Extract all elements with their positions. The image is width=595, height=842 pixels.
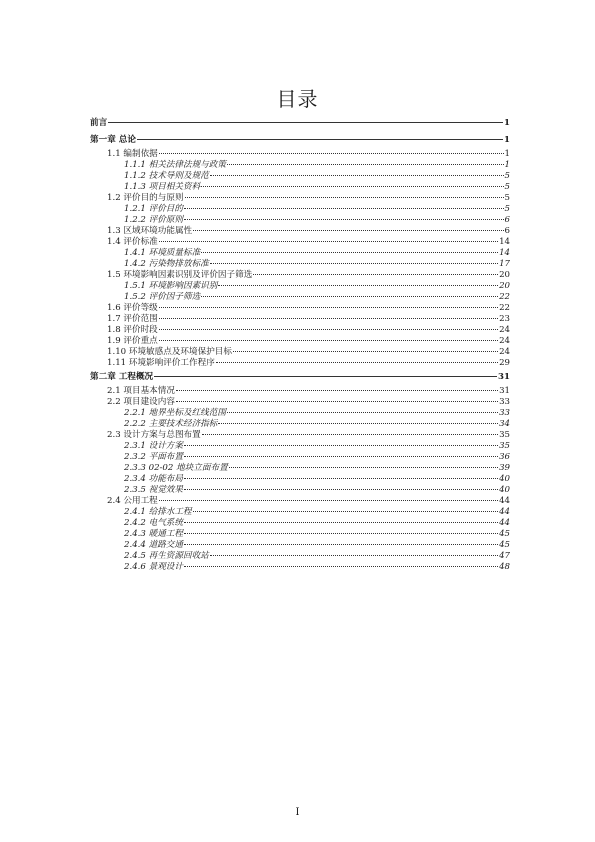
toc-entry[interactable] xyxy=(90,248,510,259)
toc-leader-dots xyxy=(159,340,498,341)
toc-entry[interactable] xyxy=(90,372,510,383)
toc-entry-label: 1.9 评价重点 xyxy=(107,336,158,346)
toc-leader-dots xyxy=(184,219,504,220)
toc-entry-label: 1.2.1 评价目的 xyxy=(124,204,183,214)
toc-leader-dots xyxy=(202,434,498,435)
toc-entry[interactable] xyxy=(90,204,510,215)
toc-entry[interactable] xyxy=(90,452,510,463)
toc-leader-dots xyxy=(137,139,503,140)
toc-leader-dots xyxy=(184,456,498,457)
toc-entry-label: 2.3.1 设计方案 xyxy=(124,441,183,451)
toc-entry-label: 1.5.2 评价因子筛选 xyxy=(124,292,201,302)
toc-entry-label: 1.3 区域环境功能属性 xyxy=(107,226,193,236)
toc-leader-dots xyxy=(227,412,498,413)
toc-entry-label: 2.4.5 再生资源回收站 xyxy=(124,551,209,561)
toc-entry-page: 29 xyxy=(499,358,510,368)
toc-entry-label: 2.4.1 给排水工程 xyxy=(124,507,192,517)
toc-leader-dots xyxy=(184,208,504,209)
toc-entry-page: 33 xyxy=(499,397,510,407)
toc-entry-page: 6 xyxy=(504,226,510,236)
toc-leader-dots xyxy=(184,478,498,479)
toc-entry-label: 2.1 项目基本情况 xyxy=(107,386,175,396)
toc-entry-page: 6 xyxy=(504,215,510,225)
toc-entry-page: 1 xyxy=(504,160,510,170)
toc-leader-dots xyxy=(184,533,498,534)
toc-entry-page: 1 xyxy=(504,135,510,145)
toc-entry-page: 31 xyxy=(499,386,510,396)
toc-entry-label: 1.2.2 评价原则 xyxy=(124,215,183,225)
toc-entry-label: 1.7 评价范围 xyxy=(107,314,158,324)
toc-entry-label: 2.4.2 电气系统 xyxy=(124,518,183,528)
toc-entry-page: 44 xyxy=(499,518,510,528)
toc-entry-label: 第二章 工程概况 xyxy=(90,372,154,382)
toc-entry-label: 2.2.1 地界坐标及红线范围 xyxy=(124,408,226,418)
toc-entry-page: 24 xyxy=(499,347,510,357)
toc-leader-dots xyxy=(218,285,498,286)
toc-entry-label: 2.4.4 道路交通 xyxy=(124,540,183,550)
toc-entry[interactable] xyxy=(90,135,510,146)
toc-entry-label: 1.4.2 污染物排放标准 xyxy=(124,259,209,269)
toc-entry[interactable] xyxy=(90,474,510,485)
toc-leader-dots xyxy=(233,351,498,352)
toc-entry[interactable] xyxy=(90,551,510,562)
toc-entry-page: 34 xyxy=(499,419,510,429)
toc-entry-page: 1 xyxy=(504,149,510,159)
toc-entry[interactable] xyxy=(90,226,510,237)
toc-entry-label: 1.5.1 环境影响因素识别 xyxy=(124,281,218,291)
toc-entry[interactable] xyxy=(90,540,510,551)
toc-entry-label: 1.8 评价时段 xyxy=(107,325,158,335)
toc-entry[interactable] xyxy=(90,358,510,369)
toc-entry[interactable] xyxy=(90,386,510,397)
toc-leader-dots xyxy=(201,296,498,297)
toc-entry-page: 20 xyxy=(499,281,510,291)
toc-entry-label: 2.3.5 视觉效果 xyxy=(124,485,183,495)
toc-entry-page: 5 xyxy=(504,182,510,192)
toc-entry-page: 33 xyxy=(499,408,510,418)
toc-entry-page: 1 xyxy=(504,118,510,128)
toc-leader-dots xyxy=(184,489,498,490)
toc-entry-label: 1.5 环境影响因素识别及评价因子筛选 xyxy=(107,270,253,280)
page-number: I xyxy=(295,807,300,818)
toc-entry-label: 1.2 评价目的与原则 xyxy=(107,193,184,203)
toc-leader-dots xyxy=(159,153,504,154)
toc-leader-dots xyxy=(184,522,498,523)
toc-entry-label: 2.4.3 暖通工程 xyxy=(124,529,183,539)
toc-leader-dots xyxy=(185,197,504,198)
toc-entry-page: 40 xyxy=(499,474,510,484)
toc-entry[interactable] xyxy=(90,562,510,573)
toc-entry[interactable] xyxy=(90,118,510,129)
toc-entry-label: 1.1.3 项目相关资料 xyxy=(124,182,201,192)
toc-entry[interactable] xyxy=(90,419,510,430)
toc-entry[interactable] xyxy=(90,160,510,171)
toc-entry[interactable] xyxy=(90,215,510,226)
toc-entry-page: 5 xyxy=(504,171,510,181)
toc-entry-label: 1.4.1 环境质量标准 xyxy=(124,248,201,258)
toc-entry-label: 第一章 总论 xyxy=(90,135,136,145)
toc-entry-page: 20 xyxy=(499,270,510,280)
toc-entry-label: 1.10 环境敏感点及环境保护目标 xyxy=(107,347,232,357)
toc-leader-dots xyxy=(216,362,498,363)
toc-entry-page: 35 xyxy=(499,441,510,451)
toc-entry-page: 5 xyxy=(504,204,510,214)
toc-leader-dots xyxy=(154,376,497,377)
toc-leader-dots xyxy=(159,329,498,330)
toc-entry-label: 1.11 环境影响评价工作程序 xyxy=(107,358,215,368)
toc-entry-page: 24 xyxy=(499,325,510,335)
toc-leader-dots xyxy=(193,230,503,231)
toc-leader-dots xyxy=(184,445,498,446)
toc-leader-dots xyxy=(159,500,498,501)
toc-leader-dots xyxy=(176,390,498,391)
toc-entry-label: 1.1.2 技术导则及规范 xyxy=(124,171,209,181)
toc-entry-label: 2.3.3 02-02 地块立面布置 xyxy=(124,463,228,473)
toc-entry[interactable] xyxy=(90,303,510,314)
toc-entry[interactable] xyxy=(90,281,510,292)
table-of-contents xyxy=(90,118,510,573)
toc-entry-label: 1.6 评价等级 xyxy=(107,303,158,313)
toc-entry-page: 39 xyxy=(499,463,510,473)
toc-leader-dots xyxy=(218,423,498,424)
toc-entry-label: 1.4 评价标准 xyxy=(107,237,158,247)
toc-entry[interactable] xyxy=(90,529,510,540)
toc-entry[interactable] xyxy=(90,149,510,160)
toc-leader-dots xyxy=(184,566,498,567)
toc-entry[interactable] xyxy=(90,496,510,507)
toc-entry[interactable] xyxy=(90,347,510,358)
page-title: 目录 xyxy=(276,87,319,111)
toc-entry-page: 36 xyxy=(499,452,510,462)
toc-leader-dots xyxy=(210,263,498,264)
toc-entry-label: 2.4 公用工程 xyxy=(107,496,158,506)
toc-entry[interactable] xyxy=(90,193,510,204)
toc-entry[interactable] xyxy=(90,408,510,419)
toc-entry[interactable] xyxy=(90,325,510,336)
toc-entry[interactable] xyxy=(90,182,510,193)
toc-leader-dots xyxy=(193,511,498,512)
toc-entry-page: 31 xyxy=(498,372,510,382)
toc-entry[interactable] xyxy=(90,314,510,325)
toc-entry[interactable] xyxy=(90,485,510,496)
toc-entry-label: 2.2.2 主要技术经济指标 xyxy=(124,419,218,429)
toc-entry-page: 44 xyxy=(499,496,510,506)
toc-leader-dots xyxy=(229,467,498,468)
toc-entry-page: 45 xyxy=(499,540,510,550)
toc-entry[interactable] xyxy=(90,463,510,474)
toc-leader-dots xyxy=(159,307,498,308)
toc-entry-page: 48 xyxy=(499,562,510,572)
toc-entry[interactable] xyxy=(90,237,510,248)
toc-entry[interactable] xyxy=(90,270,510,281)
toc-entry[interactable] xyxy=(90,259,510,270)
toc-entry-label: 2.3 设计方案与总图布置 xyxy=(107,430,201,440)
toc-entry-page: 45 xyxy=(499,529,510,539)
toc-entry-page: 23 xyxy=(499,314,510,324)
toc-leader-dots xyxy=(201,252,498,253)
toc-leader-dots xyxy=(253,274,498,275)
toc-leader-dots xyxy=(184,544,498,545)
toc-entry-label: 前言 xyxy=(90,118,108,128)
toc-entry-page: 35 xyxy=(499,430,510,440)
toc-entry[interactable] xyxy=(90,171,510,182)
toc-entry-page: 14 xyxy=(499,237,510,247)
toc-entry[interactable] xyxy=(90,336,510,347)
toc-entry[interactable] xyxy=(90,292,510,303)
toc-entry-label: 2.3.4 功能布局 xyxy=(124,474,183,484)
toc-leader-dots xyxy=(108,122,503,123)
toc-entry-page: 24 xyxy=(499,336,510,346)
toc-entry-label: 1.1 编制依据 xyxy=(107,149,158,159)
toc-entry-page: 47 xyxy=(499,551,510,561)
toc-leader-dots xyxy=(176,401,498,402)
toc-leader-dots xyxy=(201,186,503,187)
toc-leader-dots xyxy=(210,175,504,176)
toc-entry-page: 22 xyxy=(499,303,510,313)
toc-entry-label: 2.4.6 景观设计 xyxy=(124,562,183,572)
toc-entry[interactable] xyxy=(90,430,510,441)
toc-entry-label: 2.2 项目建设内容 xyxy=(107,397,175,407)
toc-entry-page: 40 xyxy=(499,485,510,495)
toc-entry[interactable] xyxy=(90,507,510,518)
toc-entry[interactable] xyxy=(90,397,510,408)
toc-entry[interactable] xyxy=(90,441,510,452)
toc-entry-page: 14 xyxy=(499,248,510,258)
toc-entry-page: 5 xyxy=(504,193,510,203)
toc-entry[interactable] xyxy=(90,518,510,529)
toc-entry-label: 1.1.1 相关法律法规与政策 xyxy=(124,160,226,170)
toc-leader-dots xyxy=(159,241,498,242)
toc-leader-dots xyxy=(227,164,504,165)
toc-leader-dots xyxy=(210,555,498,556)
toc-leader-dots xyxy=(159,318,498,319)
toc-entry-page: 22 xyxy=(499,292,510,302)
toc-entry-page: 17 xyxy=(499,259,510,269)
toc-entry-label: 2.3.2 平面布置 xyxy=(124,452,183,462)
toc-entry-page: 44 xyxy=(499,507,510,517)
